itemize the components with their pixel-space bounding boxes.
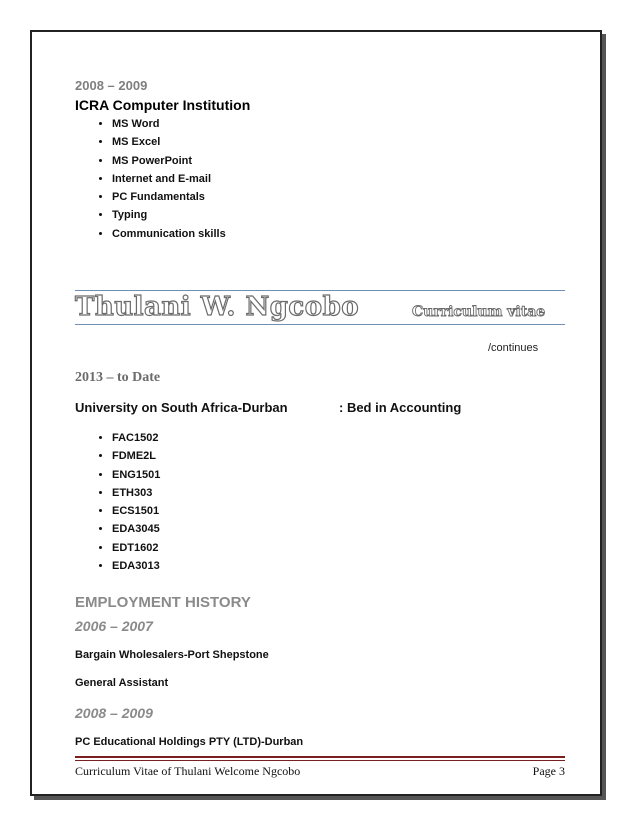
document-title: Curriculum vitae: [412, 304, 546, 320]
section2-year: 2013 – to Date: [75, 370, 161, 385]
list-item: • Communication skills: [112, 225, 226, 243]
list-item: • ENG1501: [112, 466, 160, 484]
skills-list: [92, 115, 226, 243]
job-position: General Assistant: [75, 677, 169, 689]
list-item: • ETH303: [112, 484, 160, 502]
footer-rule: [75, 756, 565, 758]
list-item: • ECS1501: [112, 502, 160, 520]
job-employer: Bargain Wholesalers-Port Shepstone: [75, 649, 269, 661]
job-years: 2006 – 2007: [75, 618, 153, 634]
list-item: • FAC1502: [112, 429, 160, 447]
list-item: • EDA3013: [112, 557, 160, 575]
list-item: • MS PowerPoint: [112, 152, 226, 170]
header-rule-bottom: [75, 324, 565, 325]
list-item: • FDME2L: [112, 447, 160, 465]
footer-rule-thin: [75, 760, 565, 761]
institution-name: ICRA Computer Institution: [75, 97, 251, 113]
modules-list: [92, 429, 160, 575]
section1-year: 2008 – 2009: [75, 78, 148, 93]
list-item: • EDA3045: [112, 520, 160, 538]
employment-heading: EMPLOYMENT HISTORY: [75, 594, 251, 611]
footer-title: Curriculum Vitae of Thulani Welcome Ngcobo: [75, 764, 301, 778]
job-years: 2008 – 2009: [75, 705, 153, 721]
list-item: • PC Fundamentals: [112, 188, 226, 206]
list-item: • Internet and E-mail: [112, 170, 226, 188]
list-item: • Typing: [112, 206, 226, 224]
page-number: Page 3: [532, 764, 565, 778]
job-employer: PC Educational Holdings PTY (LTD)-Durban: [75, 736, 304, 748]
list-item: • EDT1602: [112, 539, 160, 557]
degree-name: : Bed in Accounting: [339, 400, 462, 415]
continues-note: /continues: [488, 342, 539, 354]
list-item: • MS Word: [112, 115, 226, 133]
name-title: Thulani W. Ngcobo: [75, 292, 360, 322]
header-rule-top: [75, 290, 565, 291]
university-name: University on South Africa-Durban: [75, 400, 288, 415]
list-item: • MS Excel: [112, 133, 226, 151]
